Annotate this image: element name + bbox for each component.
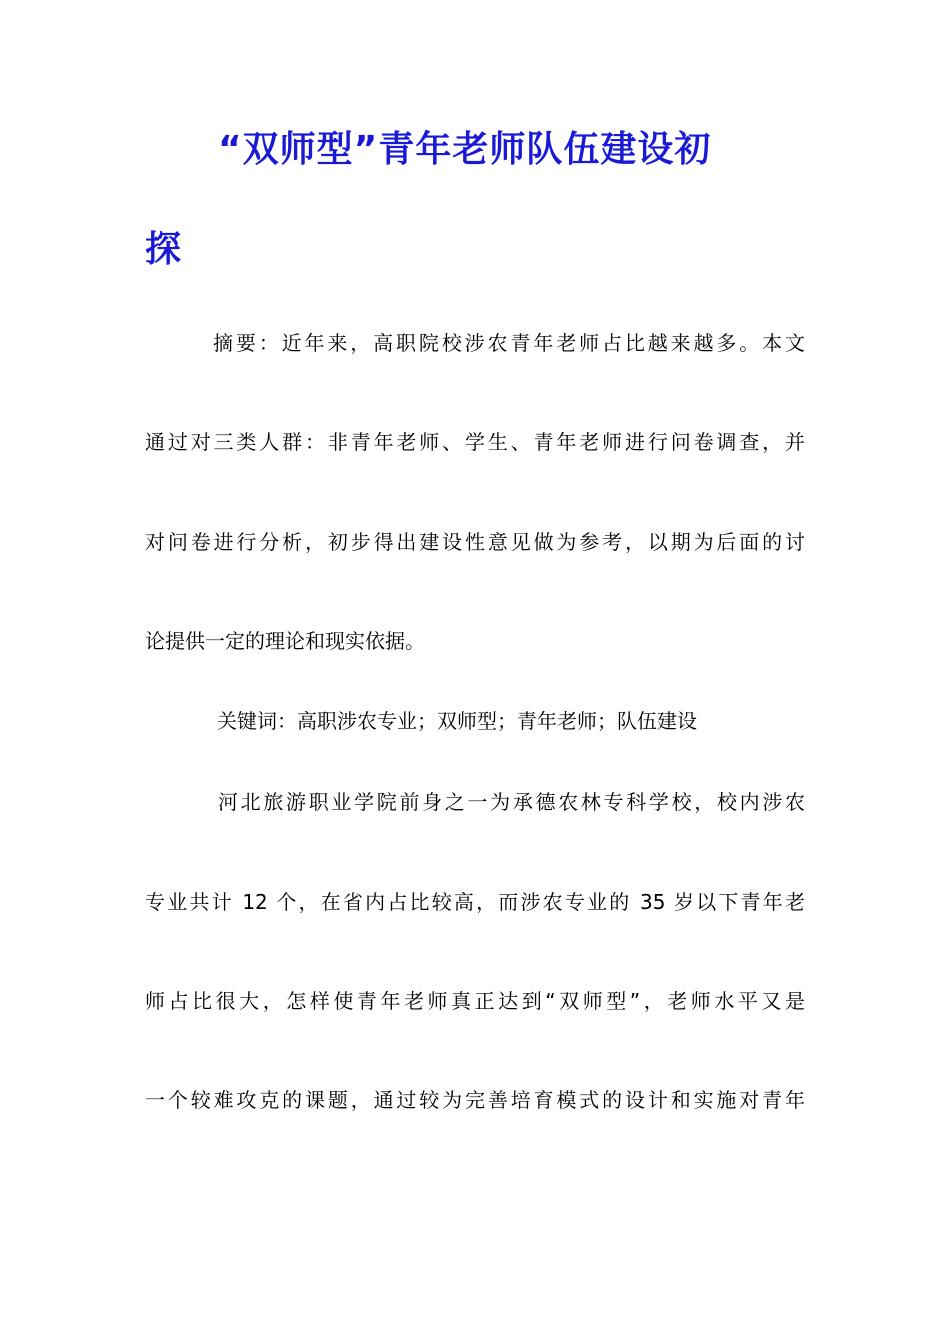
document-title-line-1: “双师型”青年老师队伍建设初 <box>218 129 712 170</box>
body-line-1: 河北旅游职业学院前身之一为承德农林专科学校，校内涉农 <box>218 790 805 814</box>
document-title-line-2: 探 <box>145 229 183 270</box>
abstract-line-2: 通过对三类人群：非青年老师、学生、青年老师进行问卷调查，并 <box>145 430 805 454</box>
abstract-line-1: 摘要：近年来，高职院校涉农青年老师占比越来越多。本文 <box>213 331 805 355</box>
abstract-line-3: 对问卷进行分析，初步得出建设性意见做为参考，以期为后面的讨 <box>145 530 805 554</box>
body-line-4: 一个较难攻克的课题，通过较为完善培育模式的设计和实施对青年 <box>145 1088 805 1112</box>
keywords-line: 关键词：高职涉农专业；双师型；青年老师；队伍建设 <box>217 709 697 733</box>
abstract-line-4: 论提供一定的理论和现实依据。 <box>145 629 425 653</box>
body-line-2: 专业共计 12 个，在省内占比较高，而涉农专业的 35 岁以下青年老 <box>145 890 805 914</box>
body-line-3: 师占比很大，怎样使青年老师真正达到“双师型”，老师水平又是 <box>145 989 805 1013</box>
